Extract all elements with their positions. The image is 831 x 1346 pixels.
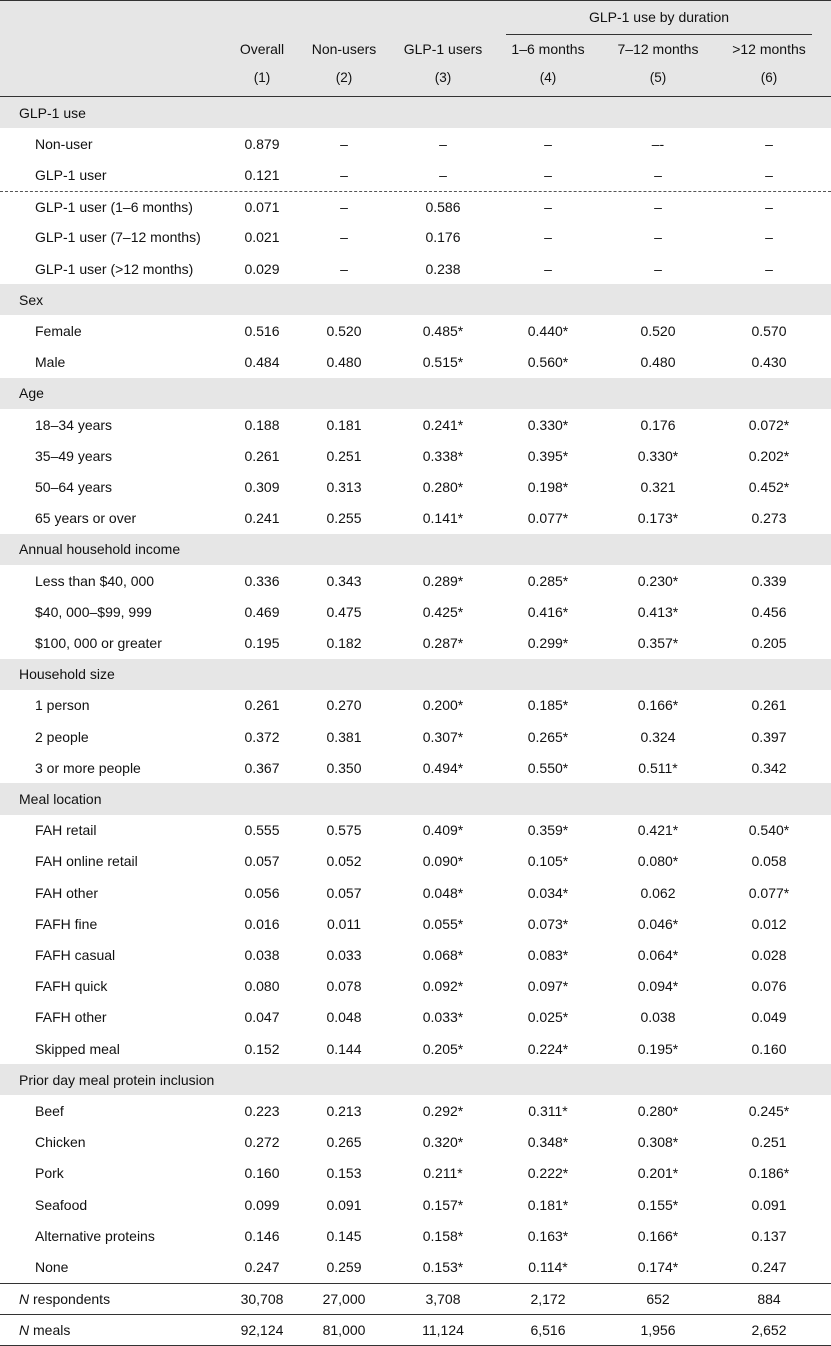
table-cell: 0.153*	[422, 1258, 464, 1275]
table-row	[0, 1220, 831, 1251]
table-cell: 0.413*	[637, 603, 679, 620]
table-cell: 0.241	[244, 510, 280, 527]
table-cell: 0.038	[244, 946, 280, 963]
table-cell: 0.313	[326, 478, 362, 495]
table-cell: 1,956	[640, 1322, 676, 1339]
table-cell: 0.038	[640, 1009, 676, 1026]
table-cell: 0.205*	[422, 1040, 464, 1057]
column-header: Overall	[239, 41, 285, 57]
table-row	[0, 846, 831, 877]
table-cell: 0.409*	[422, 822, 464, 839]
table-cell: 81,000	[322, 1322, 366, 1339]
row-label: 1 person	[35, 697, 90, 714]
table-cell: 0.077*	[527, 510, 569, 527]
table-cell: 0.251	[326, 447, 362, 464]
table-cell: 0.047	[244, 1009, 280, 1026]
table-cell: 0.137	[751, 1227, 787, 1244]
row-label: 35–49 years	[35, 447, 113, 464]
table-cell: 0.114*	[528, 1258, 568, 1275]
section-label: Meal location	[19, 790, 102, 807]
table-cell: 0.105*	[527, 853, 569, 870]
table-cell: 0.311*	[528, 1102, 568, 1119]
table-cell: 0.158*	[422, 1227, 464, 1244]
table-cell: 0.049	[751, 1009, 787, 1026]
table-cell: 0.223	[244, 1102, 280, 1119]
count-label-n: N	[19, 1322, 30, 1339]
table-cell: 0.287*	[422, 634, 464, 651]
table-row	[0, 159, 831, 190]
table-row	[0, 971, 831, 1002]
table-cell: 0.348*	[527, 1134, 569, 1151]
table-cell: 0.028	[751, 946, 787, 963]
table-cell: 3,708	[425, 1291, 461, 1308]
table-cell: 0.261	[244, 447, 280, 464]
section-row	[0, 783, 831, 814]
table-cell: 0.046*	[637, 915, 679, 932]
table-cell: 0.048*	[422, 884, 464, 901]
table-cell: 0.033	[326, 946, 362, 963]
table-row	[0, 939, 831, 970]
section-row	[0, 1064, 831, 1095]
row-label: FAFH quick	[35, 978, 108, 995]
table-cell: 0.425*	[422, 603, 464, 620]
table-row	[0, 1189, 831, 1220]
table-cell: 0.586	[425, 199, 461, 216]
table-cell: 0.289*	[422, 572, 464, 589]
table-cell: 0.153	[326, 1165, 362, 1182]
count-label-text: respondents	[29, 1291, 111, 1308]
table-cell: 0.211*	[423, 1165, 463, 1182]
table-cell: –	[340, 229, 348, 246]
table-cell: 0.550*	[527, 759, 569, 776]
column-number: (1)	[253, 70, 271, 85]
row-label: GLP-1 user (1–6 months)	[35, 199, 193, 216]
table-cell: 0.367	[244, 759, 280, 776]
table-cell: 0.575	[326, 822, 362, 839]
table-cell: 0.012	[751, 915, 787, 932]
section-label: Household size	[19, 666, 115, 683]
table-cell: 0.157*	[422, 1196, 464, 1213]
table-cell: 0.255	[326, 510, 362, 527]
table-row	[0, 627, 831, 658]
table-cell: 0.261	[751, 697, 787, 714]
table-cell: 0.181	[326, 416, 362, 433]
table-cell: 0.272	[244, 1134, 280, 1151]
section-row	[0, 378, 831, 409]
table-row	[0, 409, 831, 440]
table-cell: 0.308*	[637, 1134, 679, 1151]
table-cell: 0.247	[244, 1258, 280, 1275]
table-cell: 0.511*	[638, 759, 678, 776]
table-cell: 0.011	[327, 915, 361, 932]
table-cell: 0.469	[244, 603, 280, 620]
table-cell: 0.072*	[748, 416, 790, 433]
column-number: (5)	[649, 70, 667, 85]
column-number: (6)	[760, 70, 778, 85]
table-cell: 0.016	[244, 915, 280, 932]
section-row	[0, 97, 831, 128]
table-cell: 0.205	[751, 634, 787, 651]
table-cell: 0.292*	[422, 1102, 464, 1119]
table-cell: 0.555	[244, 822, 280, 839]
table-cell: 0.570	[751, 322, 787, 339]
table-cell: 0.145	[326, 1227, 362, 1244]
table-cell: 0.198*	[527, 478, 569, 495]
row-label: None	[35, 1258, 69, 1275]
table-cell: 2,172	[530, 1291, 566, 1308]
table-cell: 0.057	[326, 884, 362, 901]
table-cell: 0.195*	[637, 1040, 679, 1057]
table-cell: 0.195	[244, 634, 280, 651]
row-label: 50–64 years	[35, 478, 113, 495]
row-label: Seafood	[35, 1196, 88, 1213]
table-row	[0, 440, 831, 471]
row-label: 65 years or over	[35, 510, 137, 527]
table-cell: –	[654, 229, 662, 246]
row-label: FAH other	[35, 884, 99, 901]
row-label: 3 or more people	[35, 759, 141, 776]
table-cell: 0.052	[326, 853, 362, 870]
table-cell: 0.160	[244, 1165, 280, 1182]
table-cell: 0.247	[751, 1258, 787, 1275]
table-row	[0, 315, 831, 346]
table-cell: 0.176	[640, 416, 676, 433]
table-cell: –	[340, 135, 348, 152]
table-cell: 0.494*	[422, 759, 464, 776]
count-label	[19, 1291, 110, 1307]
table-cell: 0.090*	[422, 853, 464, 870]
column-header: 7–12 months	[617, 41, 699, 57]
table-cell: –	[340, 199, 348, 216]
table-cell: 0.034*	[527, 884, 569, 901]
table-cell: 0.416*	[527, 603, 569, 620]
table-cell: 0.245*	[748, 1102, 790, 1119]
table-cell: –	[765, 260, 773, 277]
row-label: Skipped meal	[35, 1040, 120, 1057]
table-row	[0, 1095, 831, 1126]
table-cell: –	[765, 166, 773, 183]
table-cell: 0.560*	[527, 354, 569, 371]
column-header: >12 months	[732, 41, 806, 57]
section-row	[0, 534, 831, 565]
table-cell: 0.307*	[422, 728, 464, 745]
column-number: (4)	[539, 70, 557, 85]
table-cell: 0.338*	[422, 447, 464, 464]
table-cell: 0.188	[244, 416, 280, 433]
table-cell: 0.430	[751, 354, 787, 371]
table-cell: 0.202*	[748, 447, 790, 464]
table-row	[0, 908, 831, 939]
table-cell: 0.330*	[527, 416, 569, 433]
table-cell: 0.339	[751, 572, 787, 589]
column-header: Non-users	[311, 41, 377, 57]
row-label: GLP-1 user (7–12 months)	[35, 229, 201, 246]
table-cell: 0.055*	[422, 915, 464, 932]
table-cell: 0.091	[326, 1196, 362, 1213]
table-cell: 0.259	[326, 1258, 362, 1275]
table-cell: 0.381	[326, 728, 362, 745]
row-label: $100, 000 or greater	[35, 634, 162, 651]
row-label: Less than $40, 000	[35, 572, 155, 589]
table-cell: 0.200*	[422, 697, 464, 714]
table-cell: 0.155*	[637, 1196, 679, 1213]
column-number: (2)	[335, 70, 353, 85]
table-cell: 0.299*	[527, 634, 569, 651]
row-label: FAH retail	[35, 822, 97, 839]
table-cell: 0.080	[244, 978, 280, 995]
table-row	[0, 253, 831, 284]
table-cell: 0.078	[326, 978, 362, 995]
table-cell: 0.273	[751, 510, 787, 527]
section-label: Sex	[19, 291, 44, 308]
table-cell: 2,652	[751, 1322, 787, 1339]
table-cell: 0.073*	[527, 915, 569, 932]
table-cell: 0.160	[751, 1040, 787, 1057]
table-cell: 0.280*	[637, 1102, 679, 1119]
table-cell: 0.241*	[422, 416, 464, 433]
table-row	[0, 752, 831, 783]
table-cell: –	[340, 260, 348, 277]
row-label: FAFH other	[35, 1009, 107, 1026]
table-cell: 0.166*	[637, 697, 679, 714]
table-cell: 0.094*	[637, 978, 679, 995]
table-cell: 0.163*	[527, 1227, 569, 1244]
table-cell: 0.879	[244, 135, 280, 152]
table-cell: 0.071	[244, 199, 280, 216]
table-cell: 0.480	[640, 354, 676, 371]
table-cell: 0.166*	[637, 1227, 679, 1244]
table-cell: 0.321	[640, 478, 676, 495]
row-label: GLP-1 user (>12 months)	[35, 260, 194, 277]
count-row	[0, 1283, 831, 1315]
table-cell: 652	[646, 1291, 670, 1308]
table-cell: 0.186*	[748, 1165, 790, 1182]
table-cell: 0.224*	[527, 1040, 569, 1057]
row-label: $40, 000–$99, 999	[35, 603, 152, 620]
section-row	[0, 284, 831, 315]
table-cell: 0.336	[244, 572, 280, 589]
table-row	[0, 596, 831, 627]
table-cell: –	[439, 166, 447, 183]
count-row	[0, 1314, 831, 1346]
table-row	[0, 1251, 831, 1282]
count-label-n: N	[19, 1291, 30, 1308]
table-cell: –	[544, 260, 552, 277]
count-label	[19, 1322, 70, 1338]
table-cell: 0.076	[751, 978, 787, 995]
table-cell: 0.091	[751, 1196, 787, 1213]
section-label: Annual household income	[19, 541, 181, 558]
row-label: 2 people	[35, 728, 89, 745]
table-cell: 0.056	[244, 884, 280, 901]
table-cell: 0.173*	[637, 510, 679, 527]
row-label: FAFH fine	[35, 915, 98, 932]
table-cell: –	[544, 199, 552, 216]
table-cell: –	[765, 229, 773, 246]
table-cell: 0.146	[244, 1227, 280, 1244]
table-cell: 0.342	[751, 759, 787, 776]
table-cell: 0.181*	[527, 1196, 569, 1213]
table-cell: 0.265*	[527, 728, 569, 745]
count-label-text: meals	[29, 1322, 71, 1339]
table-cell: 0.440*	[527, 322, 569, 339]
row-label: Non-user	[35, 135, 93, 152]
table-cell: 0.285*	[527, 572, 569, 589]
table-cell: 0.144	[326, 1040, 362, 1057]
row-label: FAH online retail	[35, 853, 138, 870]
table-cell: 0.456	[751, 603, 787, 620]
table-cell: 27,000	[322, 1291, 366, 1308]
table-cell: 0.515*	[422, 354, 464, 371]
table-cell: –	[765, 199, 773, 216]
table-row	[0, 471, 831, 502]
section-label: Prior day meal protein inclusion	[19, 1071, 215, 1088]
table-cell: –-	[651, 135, 665, 152]
table-cell: –	[654, 199, 662, 216]
table-cell: 0.520	[326, 322, 362, 339]
table-cell: 0.152	[244, 1040, 280, 1057]
row-label: Pork	[35, 1165, 64, 1182]
table-cell: 92,124	[240, 1322, 284, 1339]
table-cell: 0.343	[326, 572, 362, 589]
table-cell: 0.222*	[527, 1165, 569, 1182]
column-number: (3)	[434, 70, 452, 85]
table-cell: 0.064*	[637, 946, 679, 963]
table-row	[0, 877, 831, 908]
table-cell: 0.265	[326, 1134, 362, 1151]
table-cell: 0.068*	[422, 946, 464, 963]
table-row	[0, 128, 831, 159]
table-row	[0, 222, 831, 253]
row-label: Alternative proteins	[35, 1227, 155, 1244]
row-label: FAFH casual	[35, 946, 116, 963]
table-cell: 0.021	[244, 229, 280, 246]
table-cell: 0.270	[326, 697, 362, 714]
table-cell: 0.025*	[527, 1009, 569, 1026]
table-row	[0, 191, 831, 223]
table-row	[0, 565, 831, 596]
table-row	[0, 690, 831, 721]
table-cell: 0.324	[640, 728, 676, 745]
table-cell: 0.033*	[422, 1009, 464, 1026]
table-cell: 0.421*	[637, 822, 679, 839]
table-cell: 0.480	[326, 354, 362, 371]
row-label: Beef	[35, 1102, 64, 1119]
table-row	[0, 347, 831, 378]
table-cell: 0.309	[244, 478, 280, 495]
table-cell: 0.083*	[527, 946, 569, 963]
table-cell: 0.261	[244, 697, 280, 714]
table-cell: 0.099	[244, 1196, 280, 1213]
table-cell: 0.475	[326, 603, 362, 620]
table-cell: 0.452*	[748, 478, 790, 495]
row-label: Chicken	[35, 1134, 86, 1151]
table-cell: 0.350	[326, 759, 362, 776]
table-cell: 0.213	[326, 1102, 362, 1119]
table-cell: –	[544, 166, 552, 183]
table-row	[0, 1033, 831, 1064]
table-header	[0, 0, 831, 97]
table-cell: 0.097*	[527, 978, 569, 995]
table-cell: –	[544, 135, 552, 152]
table-cell: 0.397	[751, 728, 787, 745]
table-cell: 0.520	[640, 322, 676, 339]
row-label: Female	[35, 322, 82, 339]
table-cell: 0.176	[425, 229, 461, 246]
table-cell: 0.357*	[637, 634, 679, 651]
table-cell: 0.029	[244, 260, 280, 277]
table-cell: 0.121	[244, 166, 280, 183]
duration-group-rule	[506, 34, 812, 35]
row-label: 18–34 years	[35, 416, 113, 433]
table-cell: 0.182	[326, 634, 362, 651]
column-header: GLP-1 users	[403, 41, 483, 57]
table-cell: 0.485*	[422, 322, 464, 339]
table-row	[0, 503, 831, 534]
table-cell: 11,124	[422, 1322, 464, 1339]
table-cell: 0.092*	[422, 978, 464, 995]
table-cell: 0.280*	[422, 478, 464, 495]
table-cell: 884	[757, 1291, 781, 1308]
row-label: GLP-1 user	[35, 166, 107, 183]
table-cell: 0.395*	[527, 447, 569, 464]
table-cell: 0.238	[425, 260, 461, 277]
table-row	[0, 1002, 831, 1033]
table-cell: 6,516	[530, 1322, 566, 1339]
duration-group-label: GLP-1 use by duration	[588, 9, 730, 25]
table-cell: 0.141*	[422, 510, 464, 527]
table-cell: –	[544, 229, 552, 246]
table-cell: 0.359*	[527, 822, 569, 839]
table-cell: –	[340, 166, 348, 183]
table-cell: 0.230*	[637, 572, 679, 589]
table-cell: 30,708	[240, 1291, 284, 1308]
table-row	[0, 721, 831, 752]
table-cell: 0.077*	[748, 884, 790, 901]
table-row	[0, 1158, 831, 1189]
table-cell: 0.201*	[637, 1165, 679, 1182]
table-cell: 0.048	[326, 1009, 362, 1026]
table-row	[0, 1127, 831, 1158]
table-cell: –	[654, 166, 662, 183]
table-cell: –	[765, 135, 773, 152]
table-cell: 0.516	[244, 322, 280, 339]
table-row	[0, 815, 831, 846]
table-cell: 0.330*	[637, 447, 679, 464]
table-cell: 0.540*	[748, 822, 790, 839]
table-cell: 0.185*	[527, 697, 569, 714]
table-cell: 0.484	[244, 354, 280, 371]
section-row	[0, 659, 831, 690]
table-cell: 0.251	[751, 1134, 787, 1151]
table-cell: 0.058	[751, 853, 787, 870]
table-cell: 0.174*	[637, 1258, 679, 1275]
table-cell: 0.057	[244, 853, 280, 870]
table-cell: –	[439, 135, 447, 152]
column-header: 1–6 months	[511, 41, 585, 57]
table-cell: 0.062	[640, 884, 676, 901]
table-cell: 0.320*	[422, 1134, 464, 1151]
table-cell: 0.372	[244, 728, 280, 745]
section-label: Age	[19, 385, 44, 402]
row-label: Male	[35, 354, 66, 371]
table-cell: –	[654, 260, 662, 277]
section-label: GLP-1 use	[19, 104, 86, 121]
table-cell: 0.080*	[637, 853, 679, 870]
